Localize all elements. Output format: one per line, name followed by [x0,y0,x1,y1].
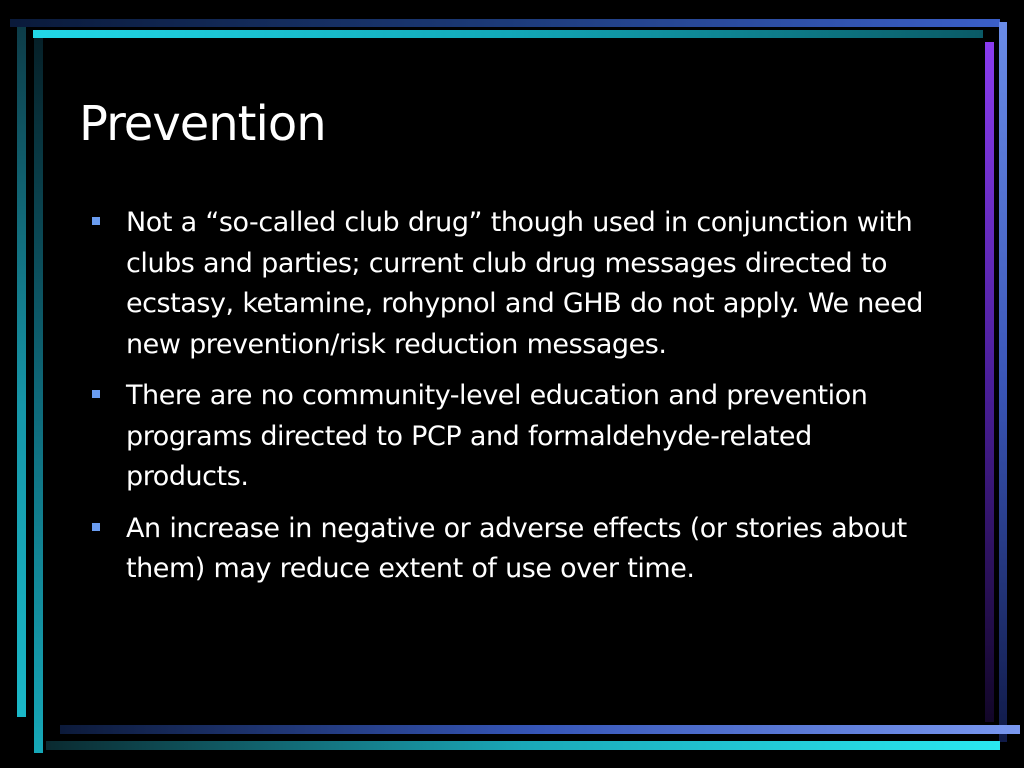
square-bullet-icon [92,523,100,531]
bullet-item [90,509,930,590]
frame-bar-top-outer [10,19,1000,27]
bullet-text: There are no community-level education and prevention programs directed to PCP and formaldehyde-related products. [126,380,868,492]
frame-bar-left-outer [17,27,26,717]
bullet-item [90,203,930,365]
frame-bar-top-inner [33,30,983,38]
square-bullet-icon [92,390,100,398]
frame-bar-bottom-outer [46,741,1000,750]
bullet-list [90,203,930,601]
frame-bar-left-inner [34,38,43,753]
frame-bar-bottom-inner [60,725,1020,734]
bullet-text: An increase in negative or adverse effects (or stories about them) may reduce extent of use over time. [126,512,907,584]
bullet-item [90,376,930,498]
frame-bar-right-inner [985,42,994,722]
frame-bar-right-outer [999,22,1007,742]
bullet-text: Not a “so-called club drug” though used in conjunction with clubs and parties; current club drug messages directed to ecstasy, ketamine, rohypnol and GHB do not apply. We need new prevention/risk reduction messages. [126,207,923,360]
slide-title: Prevention [79,96,326,152]
square-bullet-icon [92,217,100,225]
